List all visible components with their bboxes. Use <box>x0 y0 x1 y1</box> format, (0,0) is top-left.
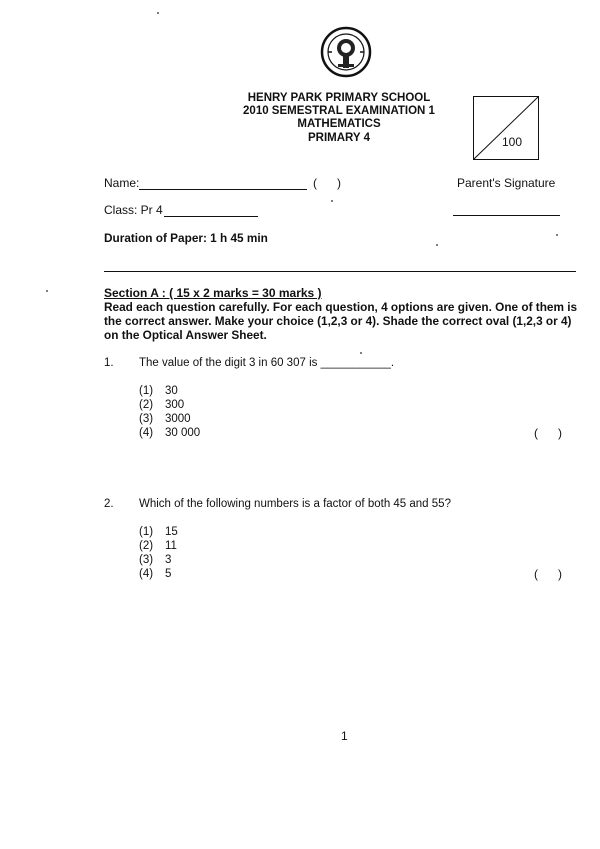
option-row <box>139 525 178 539</box>
answer-bracket[interactable]: ( ) <box>534 426 562 440</box>
subject-title: MATHEMATICS <box>297 118 381 130</box>
option-value: 30 000 <box>165 427 201 439</box>
answer-bracket[interactable]: ( ) <box>534 567 562 581</box>
separator-line <box>104 271 576 272</box>
question-text: The value of the digit 3 in 60 307 is ___________. <box>139 357 395 369</box>
option-row <box>139 553 171 567</box>
register-number-bracket: ( ) <box>313 176 341 190</box>
class-label: Class: Pr 4 <box>104 203 163 217</box>
question-number: 2. <box>104 498 114 510</box>
parent-signature-line[interactable] <box>453 215 560 216</box>
option-row <box>139 567 171 581</box>
scan-speck <box>331 200 333 202</box>
option-value: 15 <box>165 526 178 538</box>
option-value: 3 <box>165 554 172 566</box>
school-crest-logo <box>320 26 372 78</box>
parent-signature-label: Parent's Signature <box>457 176 556 190</box>
option-value: 300 <box>165 399 185 411</box>
option-number: (3) <box>139 413 154 425</box>
total-marks: 100 <box>501 135 522 149</box>
scan-speck <box>360 352 362 354</box>
option-number: (2) <box>139 399 154 411</box>
page-number: 1 <box>341 729 348 743</box>
school-name: HENRY PARK PRIMARY SCHOOL <box>247 92 431 104</box>
duration-text: Duration of Paper: 1 h 45 min <box>104 231 268 245</box>
option-value: 11 <box>165 540 177 552</box>
score-box <box>473 96 539 160</box>
scan-speck <box>157 12 159 14</box>
option-row <box>139 384 178 398</box>
scan-speck <box>46 290 48 292</box>
class-field[interactable] <box>164 216 258 217</box>
exam-title: 2010 SEMESTRAL EXAMINATION 1 <box>243 105 435 117</box>
question-text: Which of the following numbers is a factor of both 45 and 55? <box>139 498 451 510</box>
section-instructions: Read each question carefully. For each question, 4 options are given. One of them is the correct answer. Make your choice (1,2,3 or 4). Shade the correct oval (1,2,3 or 4) on the Optical Answer Sheet. <box>104 300 578 342</box>
name-label: Name: <box>104 176 140 190</box>
option-number: (2) <box>139 540 154 552</box>
option-value: 5 <box>165 568 172 580</box>
option-number: (1) <box>139 385 154 397</box>
scan-speck <box>436 244 438 246</box>
option-value: 30 <box>165 385 178 397</box>
option-row <box>139 412 191 426</box>
option-number: (4) <box>139 568 154 580</box>
option-number: (4) <box>139 427 154 439</box>
question-number: 1. <box>104 357 114 369</box>
option-row <box>139 398 184 412</box>
level-title: PRIMARY 4 <box>308 132 370 144</box>
section-title: Section A : ( 15 x 2 marks = 30 marks ) <box>104 286 322 300</box>
option-row <box>139 539 177 553</box>
option-number: (3) <box>139 554 154 566</box>
name-field[interactable] <box>139 189 307 190</box>
option-number: (1) <box>139 526 154 538</box>
scan-speck <box>556 234 558 236</box>
option-row <box>139 426 200 440</box>
option-value: 3000 <box>165 413 191 425</box>
